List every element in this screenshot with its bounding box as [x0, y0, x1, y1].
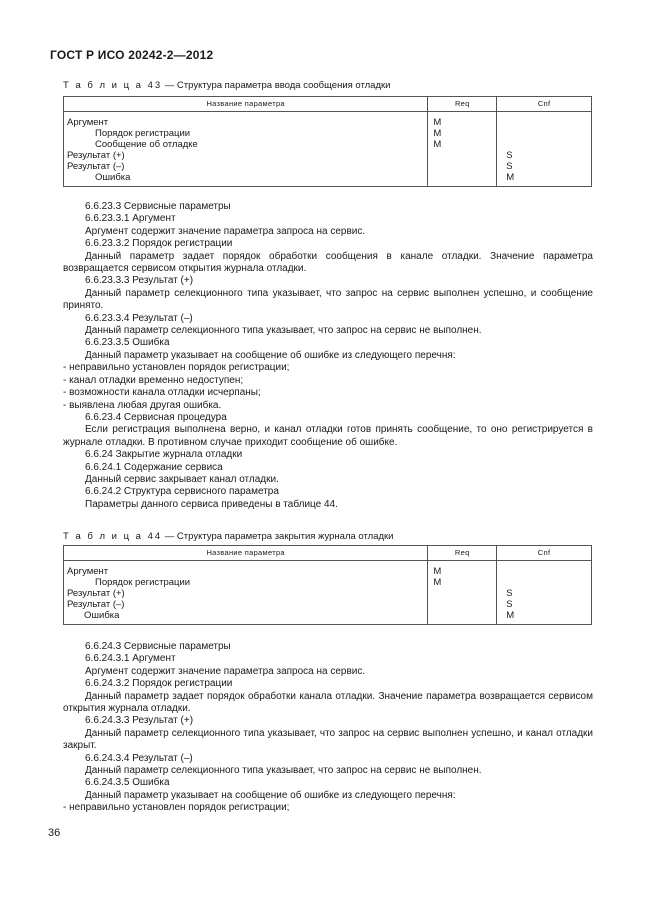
paragraph: 6.6.23.3.3 Результат (+) [85, 275, 194, 287]
table-43-row-name: Результат (–) [67, 161, 125, 172]
body-text-section-1 [63, 201, 593, 511]
table-43 [63, 96, 592, 187]
table-44-caption-text: — Структура параметра закрытия журнала отладки [164, 531, 394, 542]
table-43-row-cnf: S [506, 161, 513, 172]
table-44 [63, 545, 592, 625]
table-44-row-name: Аргумент [67, 566, 109, 577]
table-43-row-cnf: M [506, 172, 515, 183]
table-44-row-name: Результат (–) [67, 599, 125, 610]
table-43-name-column [64, 112, 428, 187]
table-44-row-cnf [497, 566, 591, 577]
paragraph: 6.6.23.3.5 Ошибка [85, 337, 170, 349]
table-44-row-req [428, 599, 496, 610]
list-item: - неправильно установлен порядок регистрации; [63, 802, 290, 814]
paragraph: 6.6.23.3.1 Аргумент [85, 213, 176, 225]
table-44-row-name: Порядок регистрации [95, 577, 191, 588]
table-44-caption-prefix: Т а б л и ц а 44 [63, 531, 163, 542]
table-43-row-cnf [497, 117, 591, 128]
table-44-caption [63, 531, 393, 542]
table-43-req-column [428, 112, 497, 187]
list-item: - канал отладки временно недоступен; [63, 374, 244, 386]
paragraph: Данный параметр селекционного типа указывает, что запрос на сервис не выполнен. [85, 325, 482, 337]
list-item: - возможности канала отладки исчерпаны; [63, 387, 261, 399]
table-44-header-cnf: Cnf [497, 546, 592, 561]
table-43-row-cnf [497, 139, 591, 150]
table-43-row-name: Аргумент [67, 117, 109, 128]
document-header: ГОСТ Р ИСО 20242-2—2012 [50, 48, 214, 62]
table-43-row-req: M [433, 128, 442, 139]
paragraph: 6.6.24 Закрытие журнала отладки [85, 449, 243, 461]
table-43-header-cnf: Cnf [497, 97, 592, 112]
paragraph: 6.6.23.4 Сервисная процедура [85, 411, 227, 423]
table-43-row-req [428, 161, 496, 172]
paragraph: 6.6.24.3.3 Результат (+) [85, 715, 194, 727]
table-43-row-req [428, 172, 496, 183]
table-44-row-req: M [433, 577, 442, 588]
paragraph: 6.6.24.3.4 Результат (–) [85, 752, 193, 764]
table-43-caption-text: — Структура параметра ввода сообщения отладки [164, 80, 391, 91]
paragraph: Данный параметр селекционного типа указывает, что запрос на сервис выполнен успешно, и сообщение принято. [63, 287, 593, 312]
table-44-row-name: Результат (+) [67, 588, 125, 599]
table-43-row-name: Ошибка [95, 172, 131, 183]
paragraph: 6.6.24.3.1 Аргумент [85, 653, 176, 665]
table-44-row-req: M [433, 566, 442, 577]
list-item: - выявлена любая другая ошибка. [63, 399, 222, 411]
table-44-row-cnf: M [506, 610, 515, 621]
table-43-caption-prefix: Т а б л и ц а 43 [63, 80, 163, 91]
table-44-row-cnf [497, 577, 591, 588]
table-43-row-cnf [497, 128, 591, 139]
table-44-row-name: Ошибка [84, 610, 120, 621]
table-43-row-cnf: S [506, 150, 513, 161]
list-item: - неправильно установлен порядок регистрации; [63, 362, 290, 374]
table-44-row-cnf: S [506, 588, 513, 599]
table-43-caption [63, 80, 390, 91]
table-43-header-name: Название параметра [64, 97, 428, 112]
paragraph: Аргумент содержит значение параметра запроса на сервис. [85, 665, 366, 677]
table-44-row-req [428, 610, 496, 621]
table-44-header-name: Название параметра [64, 546, 428, 561]
paragraph: 6.6.24.1 Содержание сервиса [85, 461, 223, 473]
paragraph: Если регистрация выполнена верно, и канал отладки готов принять сообщение, то оно регистрируется в журнале отладки. В противном случае приходит сообщение об ошибке. [63, 424, 593, 448]
table-44-req-column [428, 561, 497, 625]
body-text-section-2 [63, 641, 593, 815]
paragraph: 6.6.24.3.2 Порядок регистрации [85, 678, 233, 690]
paragraph: Параметры данного сервиса приведены в таблице 44. [85, 498, 338, 510]
table-43-row-req: M [433, 117, 442, 128]
paragraph: Данный параметр селекционного типа указывает, что запрос на сервис выполнен успешно, и канал отладки закрыт. [63, 727, 593, 752]
paragraph: Данный сервис закрывает канал отладки. [85, 473, 279, 485]
table-44-name-column [64, 561, 428, 625]
paragraph: Данный параметр задает порядок обработки канала отладки. Значение параметра возвращается сервисом открытия журнала отладки. [63, 690, 593, 715]
paragraph: Данный параметр задает порядок обработки сообщения в канале отладки. Значение параметра возвращается сервисом открытия журнала отладки. [63, 250, 593, 275]
table-44-cnf-column [497, 561, 592, 625]
paragraph: Данный параметр указывает на сообщение об ошибке из следующего перечня: [85, 349, 456, 361]
paragraph: 6.6.24.3 Сервисные параметры [85, 641, 231, 652]
paragraph: 6.6.23.3.4 Результат (–) [85, 312, 193, 324]
table-44-header-req: Req [428, 546, 497, 561]
table-43-row-name: Результат (+) [67, 150, 125, 161]
table-43-row-name: Порядок регистрации [95, 128, 191, 139]
page-number: 36 [48, 827, 61, 839]
paragraph: 6.6.23.3 Сервисные параметры [85, 201, 231, 212]
paragraph: 6.6.24.3.5 Ошибка [85, 777, 170, 789]
paragraph: 6.6.23.3.2 Порядок регистрации [85, 238, 233, 250]
table-43-row-name: Сообщение об отладке [95, 139, 198, 150]
table-44-row-cnf: S [506, 599, 513, 610]
table-43-cnf-column [497, 112, 592, 187]
table-44-row-req [428, 588, 496, 599]
paragraph: 6.6.24.2 Структура сервисного параметра [85, 486, 279, 498]
table-43-header-req: Req [428, 97, 497, 112]
paragraph: Данный параметр селекционного типа указывает, что запрос на сервис не выполнен. [85, 765, 482, 777]
paragraph: Данный параметр указывает на сообщение об ошибке из следующего перечня: [85, 789, 456, 801]
table-43-row-req [428, 150, 496, 161]
table-43-row-req: M [433, 139, 442, 150]
paragraph: Аргумент содержит значение параметра запроса на сервис. [85, 225, 366, 237]
